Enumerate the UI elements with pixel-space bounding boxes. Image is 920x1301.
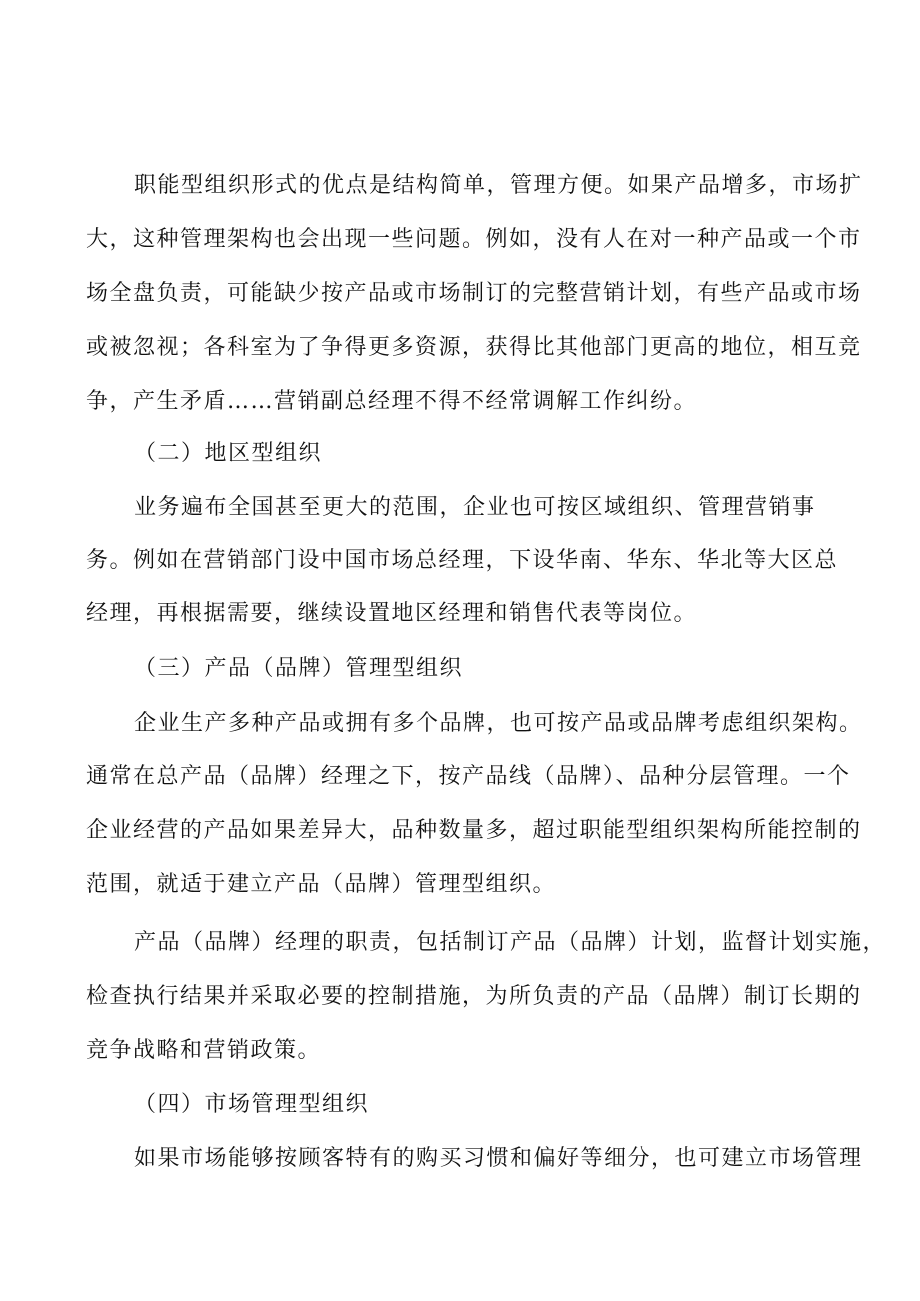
paragraph-line: 如果市场能够按顾客特有的购买习惯和偏好等细分，也可建立市场管理 (134, 1146, 863, 1171)
paragraph-line: 企业生产多种产品或拥有多个品牌，也可按产品或品牌考虑组织架构。 (134, 711, 863, 736)
paragraph-line: 务。例如在营销部门设中国市场总经理，下设华南、华东、华北等大区总 (86, 548, 839, 573)
paragraph-line: 经理，再根据需要，继续设置地区经理和销售代表等岗位。 (86, 601, 698, 626)
paragraph-line: 范围，就适于建立产品（品牌）管理型组织。 (86, 872, 557, 897)
paragraph-line: 或被忽视；各科室为了争得更多资源，获得比其他部门更高的地位，相互竞 (86, 335, 862, 360)
paragraph-line: 场全盘负责，可能缺少按产品或市场制订的完整营销计划，有些产品或市场 (86, 281, 862, 306)
paragraph-line: 检查执行结果并采取必要的控制措施，为所负责的产品（品牌）制订长期的 (86, 984, 862, 1009)
paragraph-line: 争，产生矛盾……营销副总经理不得不经常调解工作纠纷。 (86, 389, 698, 414)
section-heading: （三）产品（品牌）管理型组织 (134, 656, 464, 681)
paragraph-line: 企业经营的产品如果差异大，品种数量多，超过职能型组织架构所能控制的 (86, 818, 862, 843)
section-heading: （二）地区型组织 (134, 441, 323, 466)
paragraph-line: 业务遍布全国甚至更大的范围，企业也可按区域组织、管理营销事 (134, 495, 816, 520)
paragraph-line: 通常在总产品（品牌）经理之下，按产品线（品牌）、品种分层管理。一个 (86, 764, 851, 789)
paragraph-line: 大，这种管理架构也会出现一些问题。例如，没有人在对一种产品或一个市 (86, 227, 862, 252)
paragraph-line: 竞争战略和营销政策。 (86, 1038, 322, 1063)
paragraph-line: 产品（品牌）经理的职责，包括制订产品（品牌）计划，监督计划实施， (134, 930, 887, 955)
section-heading: （四）市场管理型组织 (134, 1092, 370, 1117)
paragraph-line: 职能型组织形式的优点是结构简单，管理方便。如果产品增多，市场扩 (134, 173, 863, 198)
